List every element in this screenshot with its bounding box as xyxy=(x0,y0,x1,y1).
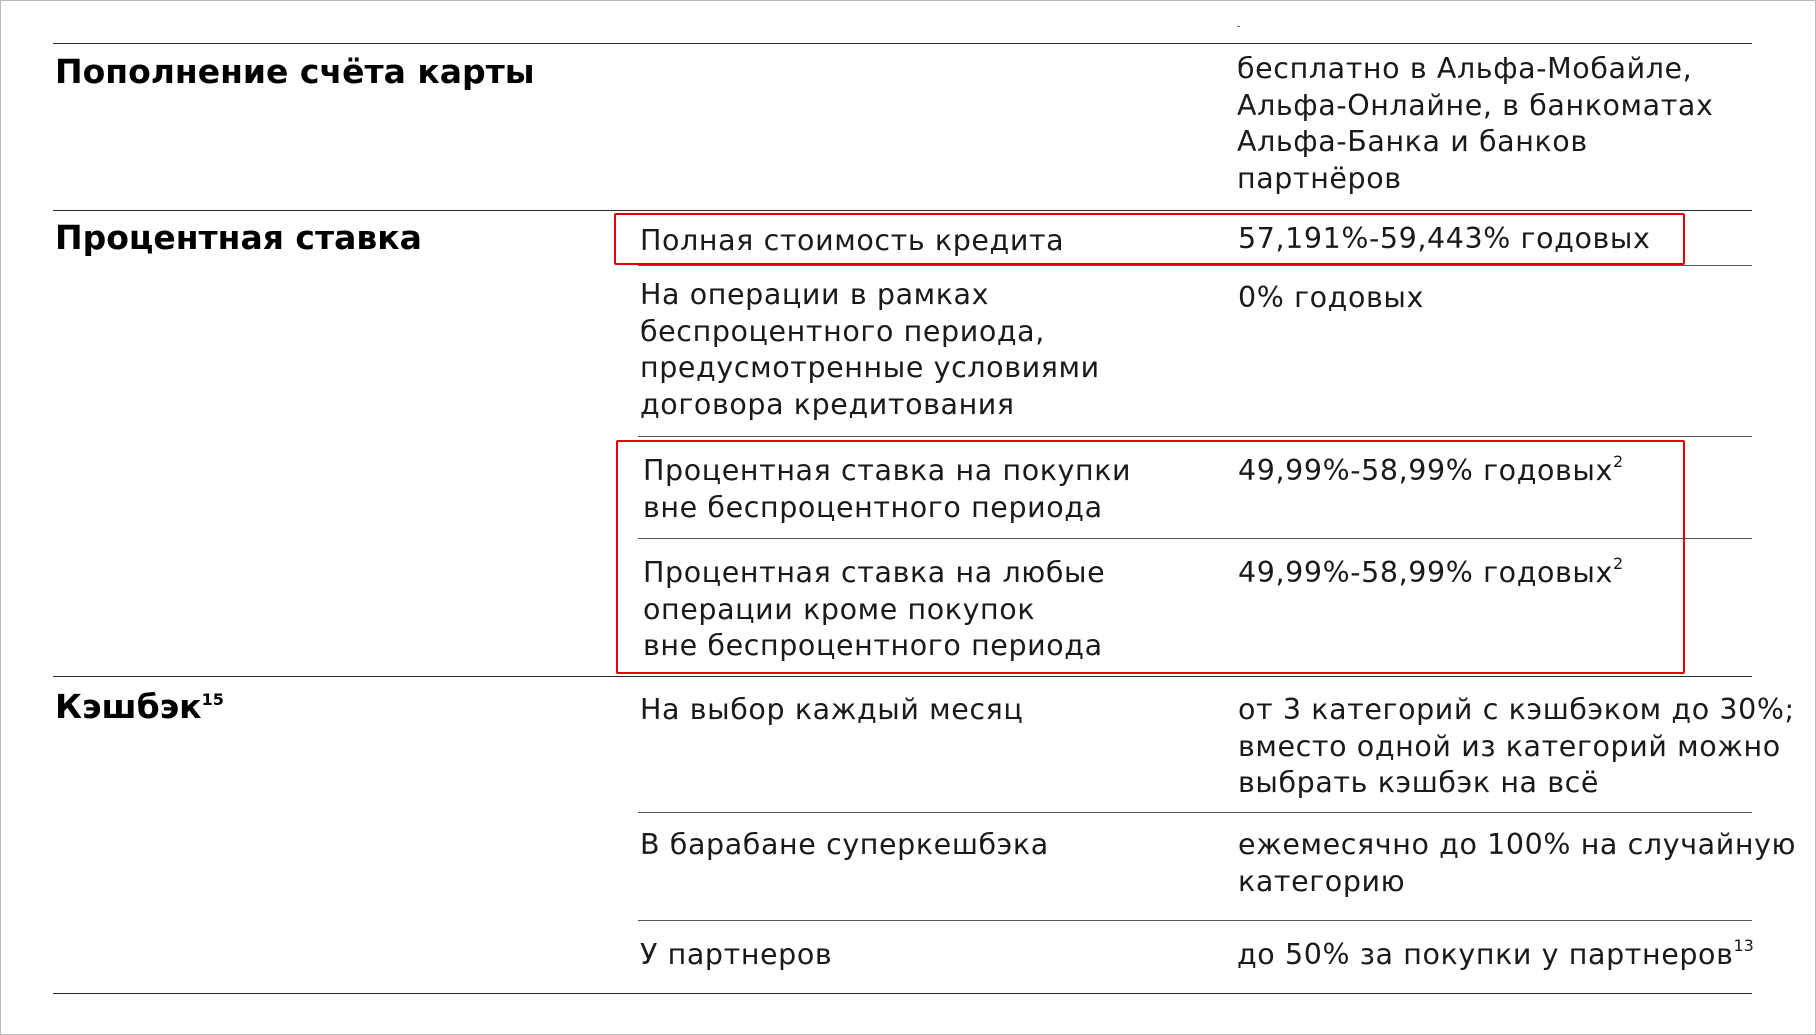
label-line: беспроцентного периода, xyxy=(640,314,1045,348)
section-title-cashback xyxy=(55,689,224,725)
cashback-row-3-label xyxy=(640,937,832,974)
section-title-rate: Процентная ставка xyxy=(55,218,422,257)
rule-rate-row-2 xyxy=(638,436,1752,437)
topup-value-line: бесплатно в Альфа-Мобайле, xyxy=(1237,52,1693,85)
rate-row-2-value: 0% годовых xyxy=(1238,281,1424,314)
label-line: Процентная ставка на любые xyxy=(643,556,1106,589)
value-line: от 3 категорий с кэшбэком до 30%; xyxy=(1238,693,1795,726)
label-line: вне беспроцентного периода xyxy=(643,490,1103,524)
label-line: У партнеров xyxy=(640,938,833,971)
topup-value-line: Альфа-Банка и банков xyxy=(1237,125,1588,158)
cashback-row-3-value xyxy=(1237,937,1754,974)
footnote-ref: 13 xyxy=(1733,936,1754,955)
label-line: Полная стоимость кредита xyxy=(640,224,1065,257)
label-line: договора кредитования xyxy=(640,387,1015,421)
highlight-box-full-cost xyxy=(614,213,1685,265)
cashback-title-text: Кэшбэк xyxy=(55,687,202,726)
rule-top xyxy=(53,43,1752,44)
label-line: операции кроме покупок xyxy=(643,592,1036,626)
rate-row-3-value-text: 49,99%-58,99% годовых xyxy=(1238,454,1614,487)
value-line: ежемесячно до 100% на случайную xyxy=(1238,828,1797,861)
rule-after-rate xyxy=(53,676,1752,677)
label-line: вне беспроцентного периода xyxy=(643,629,1103,662)
rate-row-1-value: 57,191%-59,443% годовых xyxy=(1238,222,1651,255)
value-line: вместо одной из категорий можно xyxy=(1238,729,1781,763)
rule-after-topup xyxy=(53,210,1752,211)
cashback-row-1-label xyxy=(640,692,1023,729)
value-line: выбрать кэшбэк на всё xyxy=(1238,766,1600,799)
topup-value xyxy=(1237,51,1713,197)
label-line: предусмотренные условиями xyxy=(640,351,1100,384)
section-title-topup: Пополнение счёта карты xyxy=(55,52,535,91)
rule-cashback-row-2 xyxy=(638,920,1752,921)
label-line: На операции в рамках xyxy=(640,278,990,311)
label-line: Процентная ставка на покупки xyxy=(643,454,1132,487)
rule-cashback-row-1 xyxy=(638,812,1752,813)
cashback-row-2-label xyxy=(640,827,1049,864)
rate-row-2-label xyxy=(640,277,1100,423)
decorative-tick xyxy=(1237,26,1240,27)
highlight-box-rates xyxy=(616,440,1685,674)
cashback-row-1-value xyxy=(1238,692,1795,802)
rule-bottom xyxy=(53,993,1752,994)
cashback-row-3-value-text: до 50% за покупки у партнеров xyxy=(1237,938,1734,971)
rate-row-4-value-text: 49,99%-58,99% годовых xyxy=(1238,556,1614,589)
footnote-ref: 15 xyxy=(201,690,224,709)
footnote-ref: 2 xyxy=(1613,554,1624,573)
value-line: категорию xyxy=(1238,864,1406,898)
footnote-ref: 2 xyxy=(1613,452,1624,471)
rule-rate-row-1 xyxy=(638,265,1752,266)
cashback-row-2-value xyxy=(1238,827,1796,900)
topup-value-line: Альфа-Онлайне, в банкоматах xyxy=(1237,88,1714,122)
topup-value-line: партнёров xyxy=(1237,161,1402,195)
label-line: На выбор каждый месяц xyxy=(640,693,1024,726)
label-line: В барабане суперкешбэка xyxy=(640,828,1049,861)
